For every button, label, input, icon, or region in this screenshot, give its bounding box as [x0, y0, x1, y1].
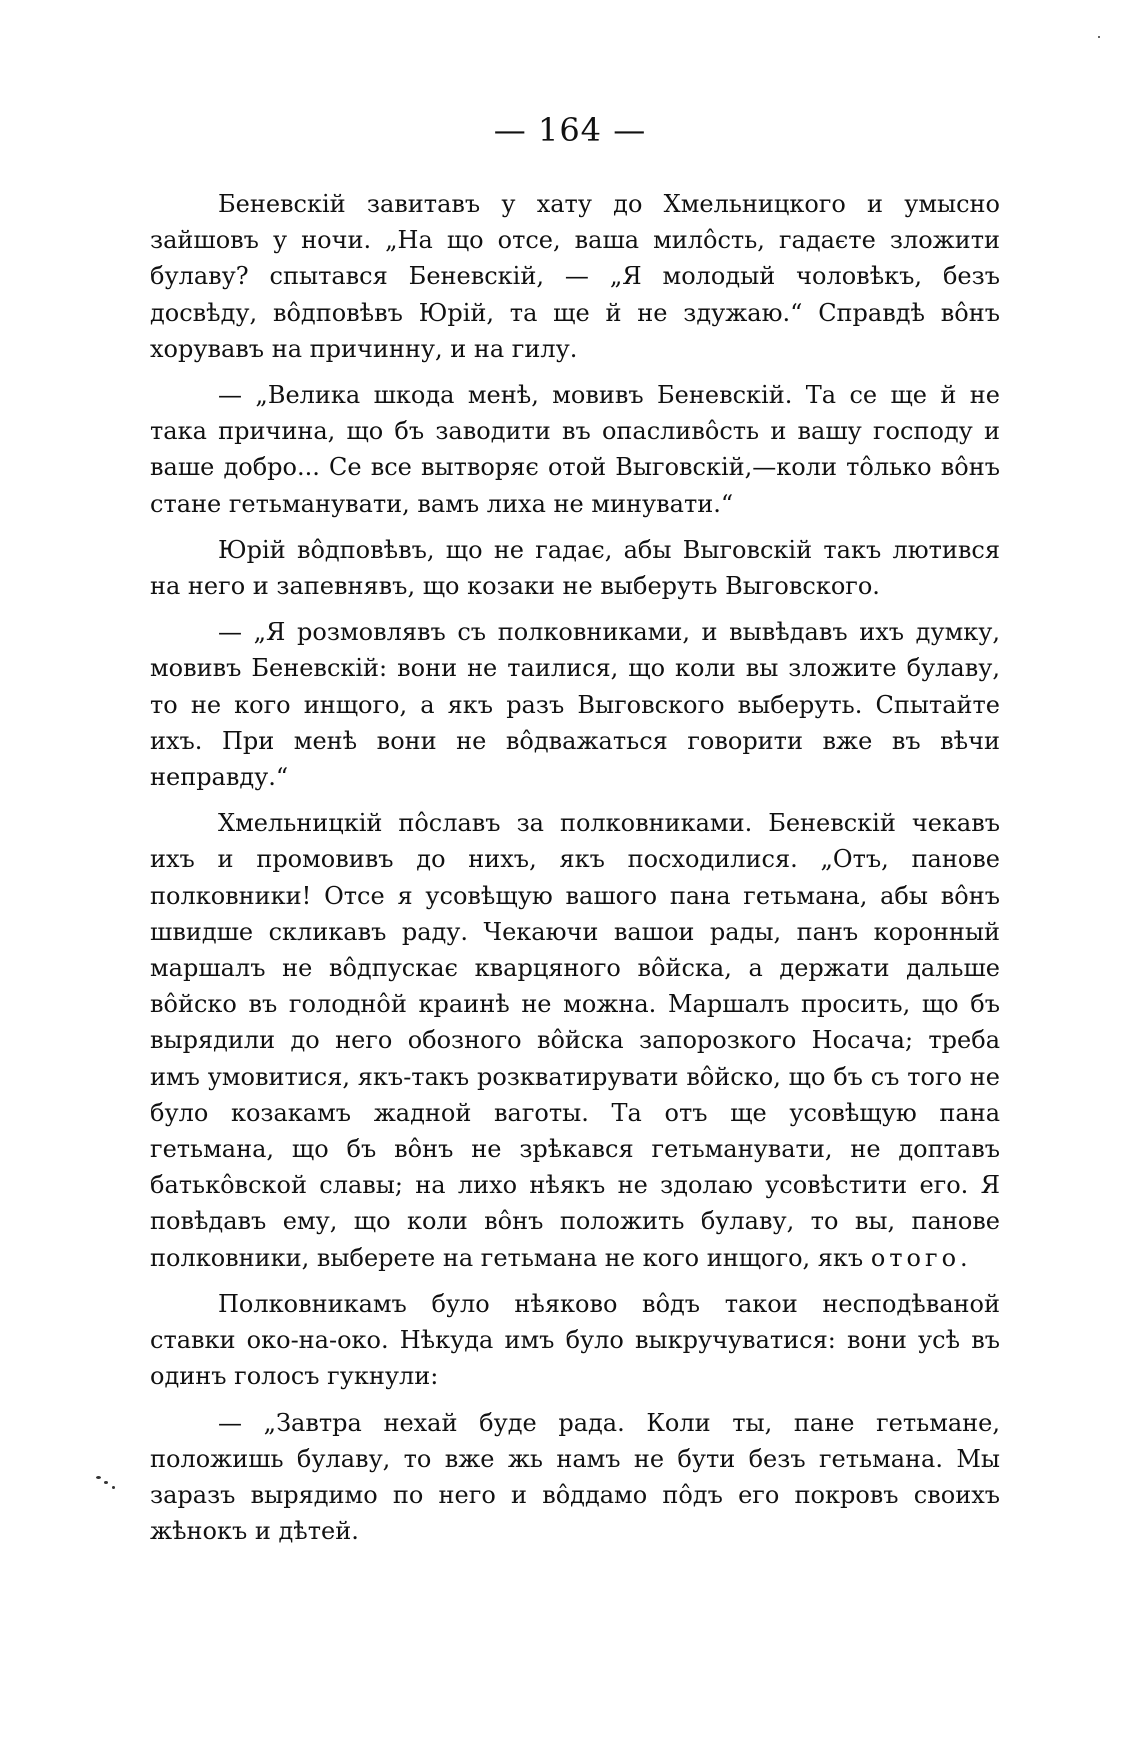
paragraph-7: — „Завтра нехай буде рада. Коли ты, пане гетьмане, положишь булаву, то вже жь намъ не бути безъ гетьмана. Мы заразъ вырядимо по него и вôддамо пôдъ его покровъ своихъ жѣнокъ и дѣтей.: [150, 1408, 1000, 1546]
scan-speck: [1098, 36, 1100, 38]
scan-speck: [112, 1486, 115, 1489]
scan-speck: [96, 1476, 101, 1479]
paragraph-4: — „Я розмовлявъ съ полковниками, и вывѣдавъ ихъ думку, мовивъ Беневскій: вони не таилися, що коли вы зложите булаву, то не кого инщого, а якъ разъ Выговского выберуть. Спытайте ихъ. При менѣ вони не вôдважаться говорити вже въ вѣчи неправду.“: [150, 618, 1000, 792]
spaced-word: отого.: [870, 1243, 972, 1272]
paragraph-2: — „Велика шкода менѣ, мовивъ Беневскій. Та се ще й не така причина, що бъ заводити въ опасливôсть и вашу господу и ваше добро... Се все вытворяє отой Выговскій,—коли тôлько вôнъ стане гетьманувати, вамъ лиха не минувати.“: [150, 381, 1000, 518]
body-text: [150, 186, 1000, 1549]
paragraph-3: Юрій вôдповѣвъ, що не гадає, абы Выговскій такъ лютився на него и запевнявъ, що козаки не выберуть Выговского.: [150, 535, 1000, 601]
paragraph-1: Беневскій завитавъ у хату до Хмельницкого и умысно зайшовъ у ночи. „На що отсе, ваша милôсть, гадаєте зложити булаву? спытався Беневскій, — „Я молодый чоловѣкъ, безъ досвѣду, вôдповѣвъ Юрій, та ще й не здужаю.“ Справдѣ вôнъ хорувавъ на причинну, и на гилу.: [150, 190, 1000, 363]
page-number: — 164 —: [493, 111, 647, 149]
scan-speck: [104, 1481, 108, 1484]
paragraph-5: [150, 805, 1000, 1276]
paragraph-6: Полковникамъ було нѣяково вôдъ такои несподѣваной ставки око-на-око. Нѣкуда имъ було выкручуватися: вони усѣ въ одинъ голосъ гукнули:: [150, 1289, 1000, 1391]
paragraph-5-text: Хмельницкій пôславъ за полковниками. Беневскій чекавъ ихъ и промовивъ до нихъ, якъ посходилися. „Отъ, панове полковники! Отсе я усовѣщую вашого пана гетьмана, абы вôнъ швидше скликавъ раду. Чекаючи вашои рады, панъ коронный маршалъ не вôдпускає кварцяного вôйска, а держати дальше вôйско въ голоднôй краинѣ не можна. Маршалъ просить, що бъ вырядили до него обозного вôйска запорозкого Носача; треба имъ умовитися, якъ-такъ розкватирувати вôйско, що бъ съ того не було козакамъ жадной ваготы. Та отъ ще усовѣщую пана гетьмана, що бъ вôнъ не зрѣкався гетьманувати, не доптавъ батькôвской славы; на лихо нѣякъ не здолаю усовѣстити его. Я повѣдавъ ему, що коли вôнъ положить булаву, то вы, панове полковники, выберете на гетьмана не кого инщого, якъ: [150, 809, 1000, 1272]
